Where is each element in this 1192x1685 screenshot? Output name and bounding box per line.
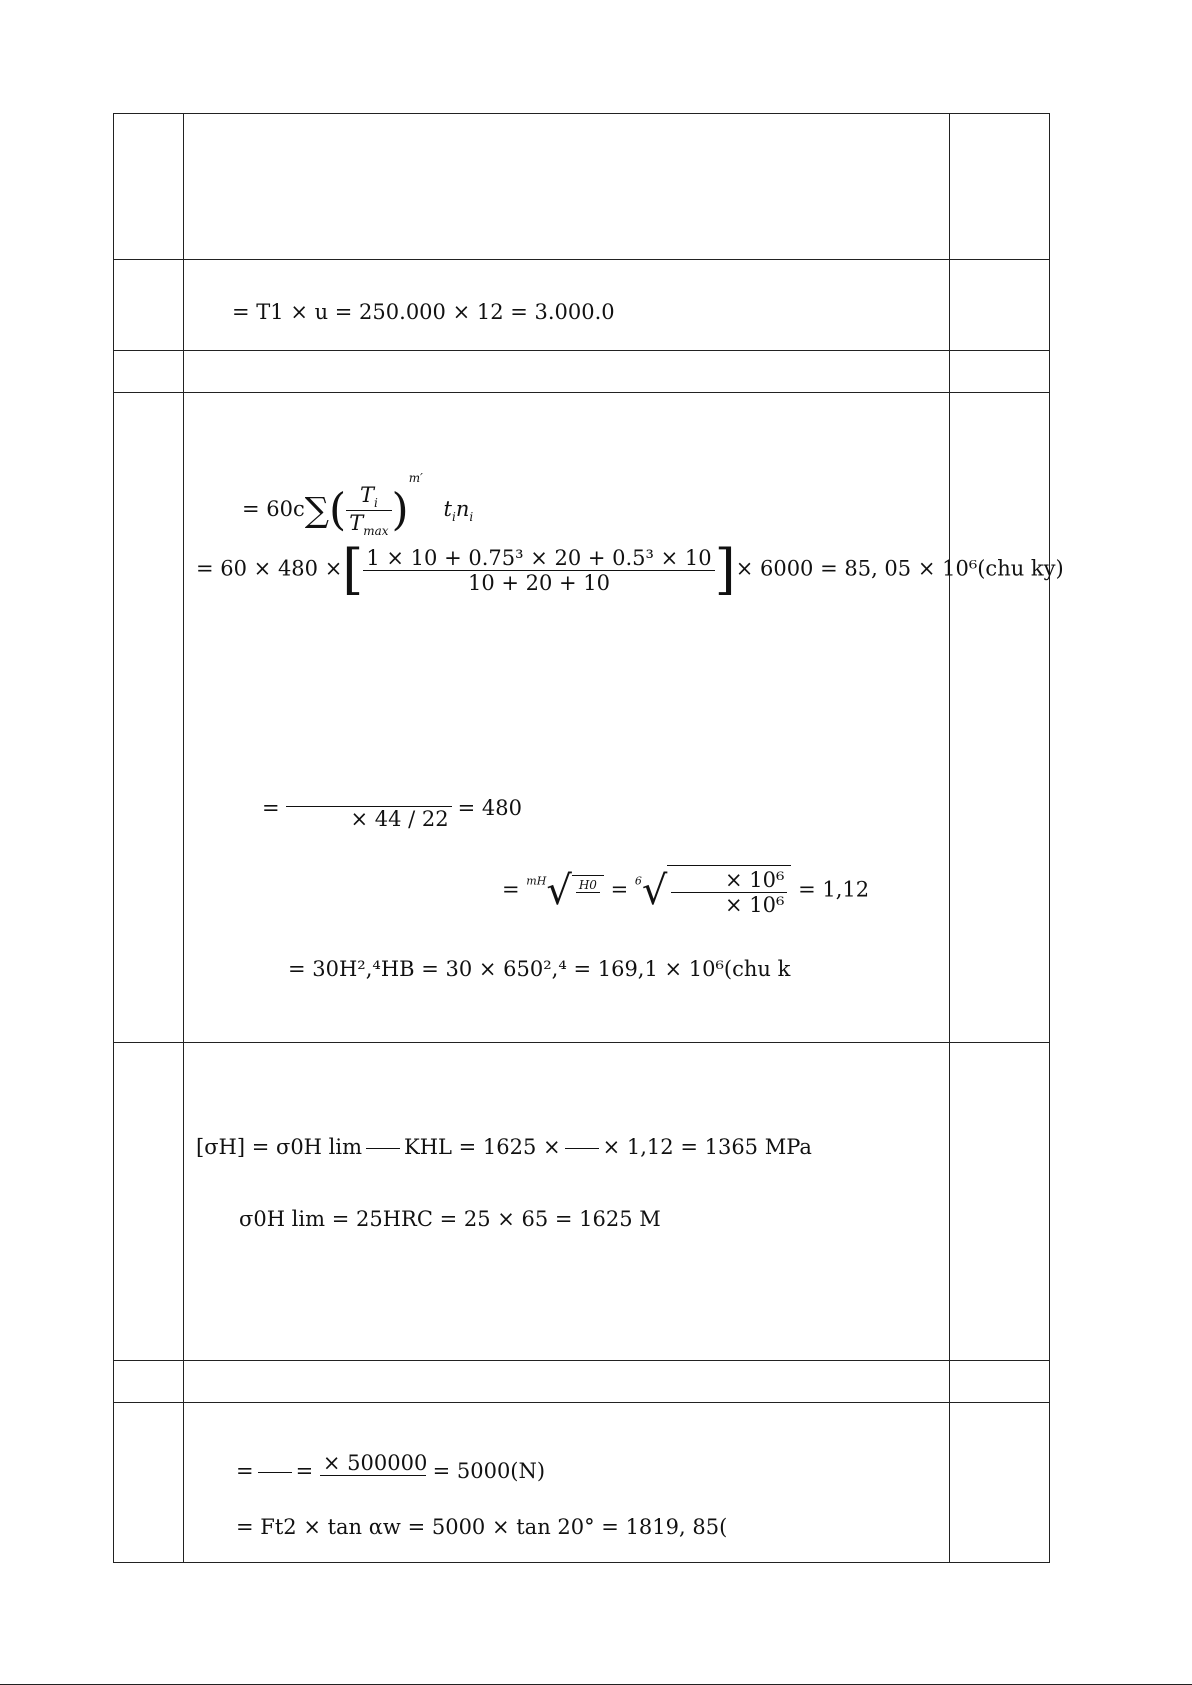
table-row (114, 1361, 1050, 1403)
radial-force-formula: = Ft2 × tan αw = 5000 × tan 20° = 1819, 85( (236, 1515, 728, 1539)
force-result: = 5000(N) (432, 1459, 546, 1483)
root-symbol-2: √ (641, 868, 668, 914)
table-cell (950, 1403, 1050, 1563)
table-cell (114, 114, 184, 260)
table-cell (184, 351, 950, 393)
allowable-stress-formula (196, 1135, 812, 1159)
table-cell (950, 260, 1050, 351)
sum-symbol: ∑ (304, 490, 330, 531)
table-cell (950, 114, 1050, 260)
life-factor-formula (502, 865, 869, 917)
root-index-1: mH (526, 874, 547, 888)
stress-mid: KHL = 1625 × (404, 1135, 561, 1159)
table-row (114, 351, 1050, 393)
speed-result: = 480 (457, 796, 522, 820)
table-cell (184, 260, 950, 351)
speed-denominator: × 44 / 22 (350, 807, 449, 831)
table-row (114, 260, 1050, 351)
table-cell (184, 393, 1064, 1043)
stress-lhs: [σH] = σ0H lim (196, 1135, 363, 1159)
radicand-1-den (576, 893, 600, 907)
speed-formula (262, 788, 522, 831)
radicand-1-num: H0 (576, 878, 600, 893)
root-symbol-1: √ (546, 868, 572, 914)
calc-fraction (363, 546, 714, 595)
ratio-fraction (346, 483, 391, 538)
life-factor-eq: = (610, 877, 629, 902)
radicand-1 (572, 875, 604, 907)
speed-term: n (455, 497, 470, 521)
life-factor-result: = 1,12 (798, 877, 870, 902)
table-cell (950, 1361, 1050, 1403)
speed-sub: i (469, 510, 474, 525)
force-lhs: = (236, 1459, 254, 1483)
table-cell (114, 351, 184, 393)
table-cell (950, 1043, 1050, 1361)
table-cell (184, 1403, 950, 1563)
close-bracket: ] (714, 538, 736, 601)
calc-numerator: 1 × 10 + 0.75³ × 20 + 0.5³ × 10 (363, 546, 714, 571)
speed-lhs: = (262, 796, 280, 820)
table-cell (114, 1403, 184, 1563)
calculation-table (113, 113, 1064, 1563)
denominator-sub: max (363, 524, 389, 539)
exponent: m′ (408, 471, 423, 485)
base-cycle-formula: = 30H²,⁴HB = 30 × 650²,⁴ = 169,1 × 10⁶(chu k (288, 957, 791, 981)
open-paren: ( (329, 484, 347, 536)
calc-denominator: 10 + 20 + 10 (467, 570, 611, 595)
tangential-force-formula (236, 1451, 545, 1494)
numerator-sub: i (373, 496, 378, 510)
life-factor-lhs: = (502, 877, 520, 902)
table-row (114, 1403, 1050, 1563)
force-eq: = (295, 1459, 314, 1483)
open-bracket: [ (342, 538, 364, 601)
fraction-bar-2 (565, 1148, 599, 1149)
table-cell (114, 393, 184, 1043)
time-term: t (443, 497, 452, 521)
force-numerator: × 500000 (320, 1451, 426, 1476)
numerator: T (359, 482, 374, 507)
calc-lhs: = 60 × 480 × (196, 556, 343, 581)
force-denominator (320, 1476, 426, 1494)
radicand-2-num: × 10⁶ (671, 868, 787, 893)
time-sub: i (451, 510, 456, 525)
calc-result: × 6000 = 85, 05 × 10⁶(chu ky) (735, 556, 1064, 581)
table-cell (950, 351, 1050, 393)
torque-formula: = T1 × u = 250.000 × 12 = 3.000.0 (232, 300, 615, 324)
table-cell (184, 1043, 950, 1361)
stress-result: × 1,12 = 1365 MPa (602, 1135, 812, 1159)
table-row (114, 1043, 1050, 1361)
table-cell (114, 1043, 184, 1361)
table-row (114, 393, 1050, 1043)
fraction-bar-3 (258, 1472, 292, 1473)
table-cell (184, 114, 950, 260)
speed-numerator-blank (286, 788, 452, 807)
radicand-2 (667, 865, 791, 917)
table-row (114, 114, 1050, 260)
table-cell (184, 1361, 950, 1403)
denominator: T (349, 511, 364, 535)
table-cell (114, 260, 184, 351)
close-paren: ) (391, 484, 409, 536)
formula-lhs: = 60c (242, 497, 305, 521)
cycle-count-calculation (196, 538, 1064, 601)
cycle-count-formula (242, 471, 473, 538)
force-fraction (320, 1451, 426, 1494)
radicand-2-den: × 10⁶ (725, 893, 785, 917)
speed-fraction (286, 788, 452, 831)
root-index-2: 6 (634, 874, 642, 888)
fraction-bar-1 (366, 1148, 400, 1149)
table-cell (114, 1361, 184, 1403)
table-cell (950, 393, 1050, 1043)
limit-stress-formula: σ0H lim = 25HRC = 25 × 65 = 1625 M (239, 1207, 661, 1231)
